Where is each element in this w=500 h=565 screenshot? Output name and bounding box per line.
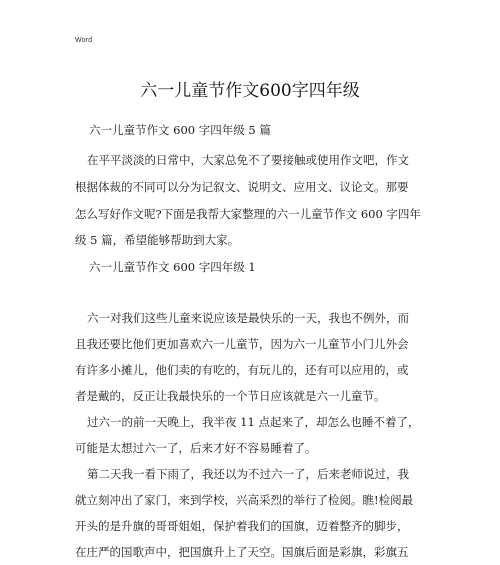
- paragraph-line: 就立刻冲出了家门，来到学校，兴高采烈的举行了检阅。瞧!检阅最: [75, 493, 414, 507]
- paragraph-line: 级 5 篇，希望能够帮助到大家。: [75, 233, 240, 247]
- paragraph-line: 六一对我们这些儿童来说应该是最快乐的一天，我也不例外，而: [87, 311, 409, 325]
- paragraph-line: 开头的是升旗的哥哥姐姐，保护着我们的国旗，迈着整齐的脚步，: [75, 519, 409, 533]
- paragraph-line: 在庄严的国歌声中，把国旗升上了天空。国旗后面是彩旗，彩旗五: [75, 545, 409, 559]
- paragraph-line: 且我还要比他们更加喜欢六一儿童节，因为六一儿童节小门儿外会: [75, 337, 409, 351]
- app-header-label: Word: [75, 37, 93, 44]
- paragraph-line: 在平平淡淡的日常中，大家总免不了要接触或使用作文吧，作文: [87, 153, 409, 167]
- section-heading-line: 六一儿童节作文 600 字四年级 1: [89, 260, 256, 274]
- paragraph-line: 可能是太想过六一了，后来才好不容易睡着了。: [75, 441, 317, 455]
- paragraph-line: 怎么写好作文呢?下面是我帮大家整理的六一儿童节作文 600 字四年: [75, 207, 421, 221]
- paragraph-line: 者是戴的，反正让我最快乐的一个节日应该就是六一儿童节。: [75, 389, 386, 403]
- document-title: 六一儿童节作文600字四年级: [140, 81, 360, 101]
- paragraph-line: 过六一的前一天晚上，我半夜 11 点起来了，却怎么也睡不着了，: [87, 415, 420, 429]
- paragraph-line: 第二天我一看下雨了，我还以为不过六一了，后来老师说过，我: [87, 467, 409, 481]
- paragraph-line: 有许多小摊儿，他们卖的有吃的，有玩儿的，还有可以应用的，或: [75, 363, 409, 377]
- paragraph-line: 根据体裁的不同可以分为记叙文、说明文、应用文、议论文。那要: [75, 180, 409, 194]
- subtitle-line: 六一儿童节作文 600 字四年级 5 篇: [89, 123, 271, 137]
